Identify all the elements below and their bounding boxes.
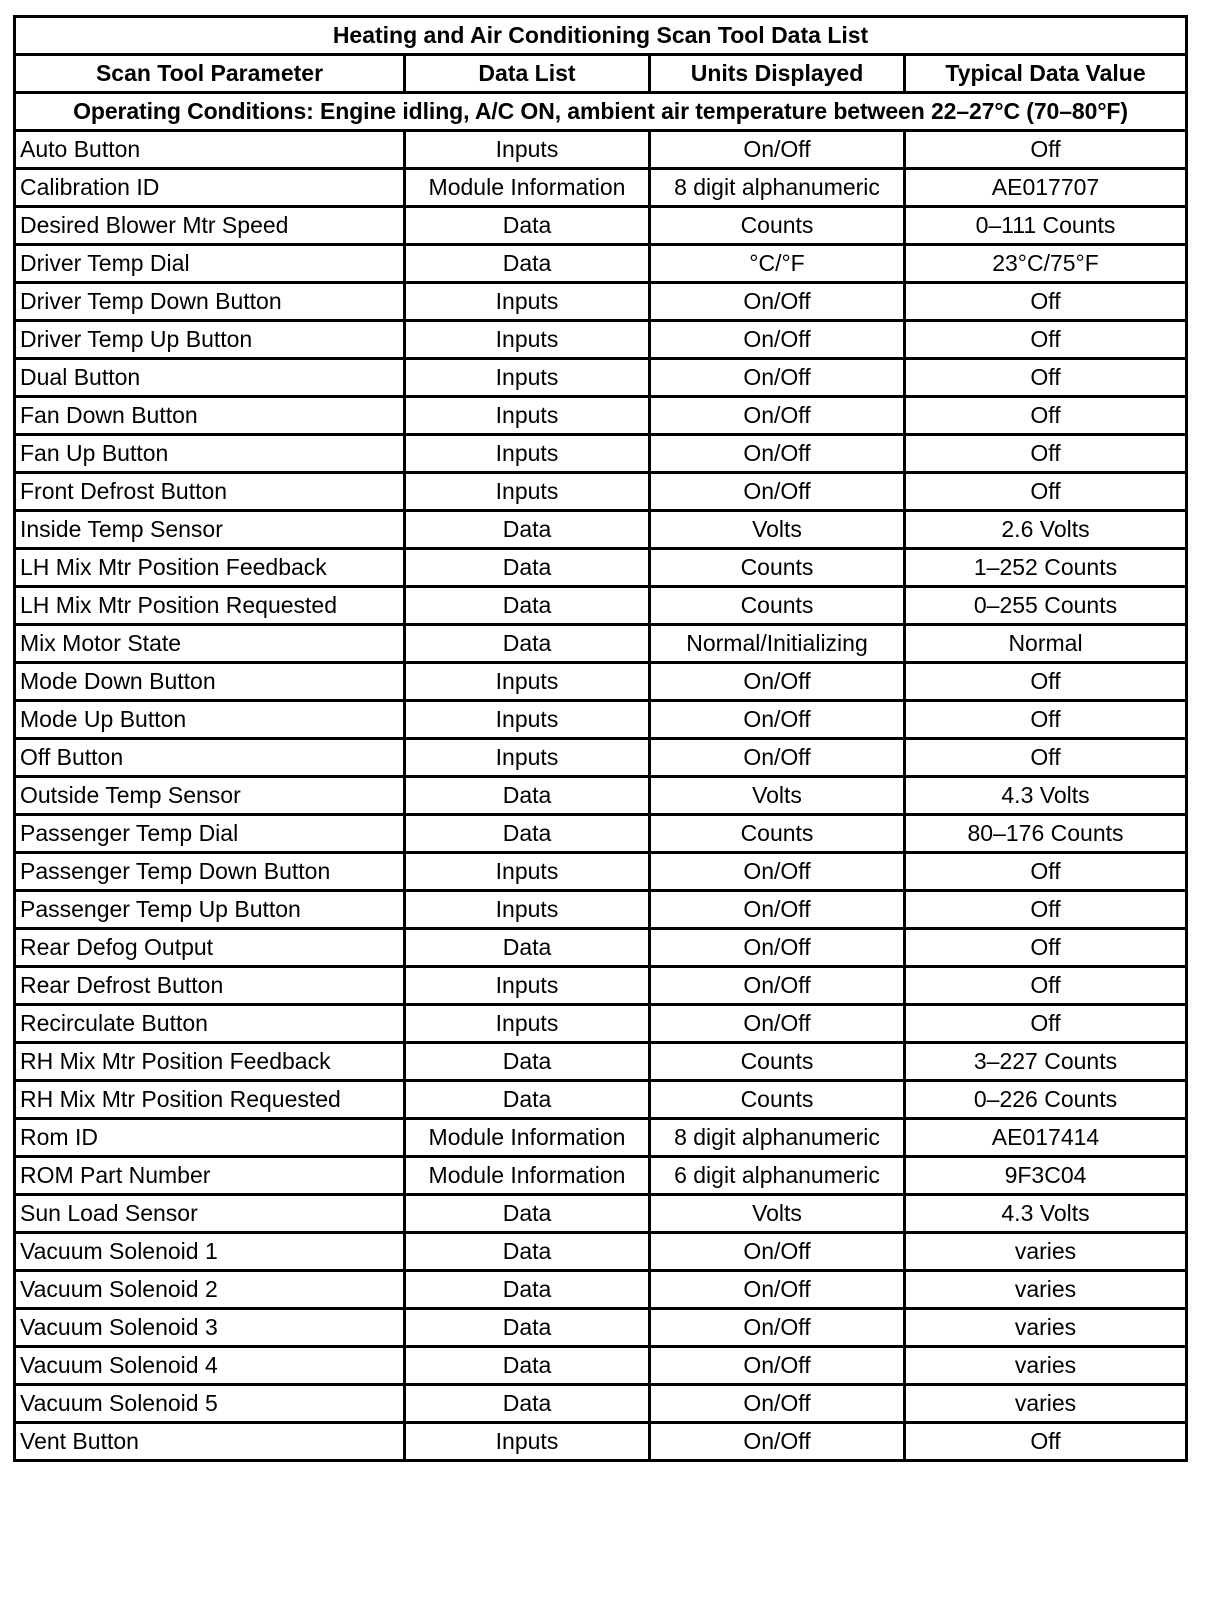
table-row <box>15 815 1187 853</box>
param-cell: Vacuum Solenoid 1 <box>15 1233 405 1271</box>
operating-conditions-row <box>15 93 1187 131</box>
table-row <box>15 321 1187 359</box>
typical-value-cell: Off <box>905 321 1187 359</box>
data-list-cell: Data <box>405 1347 650 1385</box>
units-cell: Volts <box>650 777 905 815</box>
table-row <box>15 891 1187 929</box>
table-title: Heating and Air Conditioning Scan Tool Data List <box>15 17 1187 55</box>
table-row <box>15 435 1187 473</box>
data-list-cell: Data <box>405 245 650 283</box>
units-cell: On/Off <box>650 701 905 739</box>
table-row <box>15 397 1187 435</box>
units-cell: 8 digit alphanumeric <box>650 169 905 207</box>
table-row <box>15 1043 1187 1081</box>
scan-tool-data-table <box>13 15 1188 1462</box>
typical-value-cell: 4.3 Volts <box>905 1195 1187 1233</box>
typical-value-cell: varies <box>905 1309 1187 1347</box>
typical-value-cell: Off <box>905 701 1187 739</box>
table-row <box>15 1233 1187 1271</box>
typical-value-cell: Off <box>905 397 1187 435</box>
units-cell: Counts <box>650 587 905 625</box>
units-cell: Volts <box>650 511 905 549</box>
typical-value-cell: 2.6 Volts <box>905 511 1187 549</box>
units-cell: 6 digit alphanumeric <box>650 1157 905 1195</box>
typical-value-cell: Off <box>905 967 1187 1005</box>
param-cell: Rom ID <box>15 1119 405 1157</box>
param-cell: Front Defrost Button <box>15 473 405 511</box>
typical-value-cell: 4.3 Volts <box>905 777 1187 815</box>
header-scan-tool-parameter: Scan Tool Parameter <box>15 55 405 93</box>
units-cell: On/Off <box>650 435 905 473</box>
typical-value-cell: Off <box>905 853 1187 891</box>
typical-value-cell: varies <box>905 1271 1187 1309</box>
param-cell: RH Mix Mtr Position Feedback <box>15 1043 405 1081</box>
units-cell: On/Off <box>650 891 905 929</box>
table-row <box>15 777 1187 815</box>
header-typical-data-value: Typical Data Value <box>905 55 1187 93</box>
param-cell: Passenger Temp Dial <box>15 815 405 853</box>
param-cell: Vacuum Solenoid 2 <box>15 1271 405 1309</box>
param-cell: Rear Defrost Button <box>15 967 405 1005</box>
units-cell: °C/°F <box>650 245 905 283</box>
data-list-cell: Data <box>405 815 650 853</box>
param-cell: Dual Button <box>15 359 405 397</box>
data-list-cell: Data <box>405 1195 650 1233</box>
param-cell: ROM Part Number <box>15 1157 405 1195</box>
param-cell: Outside Temp Sensor <box>15 777 405 815</box>
table-row <box>15 587 1187 625</box>
data-list-cell: Data <box>405 1233 650 1271</box>
units-cell: On/Off <box>650 967 905 1005</box>
header-units-displayed: Units Displayed <box>650 55 905 93</box>
data-list-cell: Inputs <box>405 739 650 777</box>
units-cell: On/Off <box>650 739 905 777</box>
param-cell: Vacuum Solenoid 3 <box>15 1309 405 1347</box>
table-row <box>15 1119 1187 1157</box>
data-list-cell: Module Information <box>405 169 650 207</box>
param-cell: LH Mix Mtr Position Requested <box>15 587 405 625</box>
typical-value-cell: Off <box>905 473 1187 511</box>
data-list-cell: Data <box>405 1385 650 1423</box>
data-list-cell: Data <box>405 511 650 549</box>
units-cell: On/Off <box>650 1347 905 1385</box>
typical-value-cell: Off <box>905 435 1187 473</box>
data-list-cell: Inputs <box>405 397 650 435</box>
typical-value-cell: Off <box>905 283 1187 321</box>
table-row <box>15 245 1187 283</box>
data-list-cell: Inputs <box>405 435 650 473</box>
typical-value-cell: Off <box>905 739 1187 777</box>
param-cell: Recirculate Button <box>15 1005 405 1043</box>
units-cell: On/Off <box>650 663 905 701</box>
typical-value-cell: AE017707 <box>905 169 1187 207</box>
table-row <box>15 701 1187 739</box>
table-row <box>15 739 1187 777</box>
param-cell: Vent Button <box>15 1423 405 1461</box>
header-data-list: Data List <box>405 55 650 93</box>
typical-value-cell: Off <box>905 929 1187 967</box>
units-cell: Counts <box>650 1081 905 1119</box>
param-cell: Sun Load Sensor <box>15 1195 405 1233</box>
data-list-cell: Inputs <box>405 891 650 929</box>
table-row <box>15 1271 1187 1309</box>
table-row <box>15 1347 1187 1385</box>
table-row <box>15 1309 1187 1347</box>
units-cell: Counts <box>650 207 905 245</box>
table-row <box>15 131 1187 169</box>
data-list-cell: Data <box>405 1081 650 1119</box>
table-row <box>15 511 1187 549</box>
param-cell: Driver Temp Dial <box>15 245 405 283</box>
units-cell: On/Off <box>650 131 905 169</box>
header-row <box>15 55 1187 93</box>
table-row <box>15 1081 1187 1119</box>
title-row <box>15 17 1187 55</box>
table-row <box>15 207 1187 245</box>
data-list-cell: Inputs <box>405 359 650 397</box>
data-list-cell: Inputs <box>405 473 650 511</box>
data-list-cell: Module Information <box>405 1119 650 1157</box>
data-list-cell: Data <box>405 587 650 625</box>
data-list-cell: Inputs <box>405 663 650 701</box>
typical-value-cell: 23°C/75°F <box>905 245 1187 283</box>
data-list-cell: Inputs <box>405 131 650 169</box>
units-cell: On/Off <box>650 1233 905 1271</box>
table-row <box>15 283 1187 321</box>
param-cell: Fan Up Button <box>15 435 405 473</box>
table-row <box>15 1157 1187 1195</box>
table-row <box>15 549 1187 587</box>
units-cell: On/Off <box>650 1385 905 1423</box>
param-cell: RH Mix Mtr Position Requested <box>15 1081 405 1119</box>
data-list-cell: Data <box>405 929 650 967</box>
data-list-cell: Data <box>405 549 650 587</box>
typical-value-cell: Off <box>905 359 1187 397</box>
param-cell: Inside Temp Sensor <box>15 511 405 549</box>
units-cell: On/Off <box>650 1271 905 1309</box>
table-row <box>15 1005 1187 1043</box>
units-cell: Normal/Initializing <box>650 625 905 663</box>
table-row <box>15 1423 1187 1461</box>
typical-value-cell: Off <box>905 891 1187 929</box>
units-cell: Volts <box>650 1195 905 1233</box>
table-row <box>15 1385 1187 1423</box>
param-cell: Auto Button <box>15 131 405 169</box>
data-list-cell: Data <box>405 625 650 663</box>
table-row <box>15 625 1187 663</box>
param-cell: Mode Up Button <box>15 701 405 739</box>
data-list-cell: Inputs <box>405 321 650 359</box>
units-cell: On/Off <box>650 929 905 967</box>
operating-conditions: Operating Conditions: Engine idling, A/C ON, ambient air temperature between 22–27°C (70–80°F) <box>15 93 1187 131</box>
typical-value-cell: 0–111 Counts <box>905 207 1187 245</box>
scan-tool-data-sheet <box>13 15 1188 1462</box>
param-cell: LH Mix Mtr Position Feedback <box>15 549 405 587</box>
data-list-cell: Inputs <box>405 1423 650 1461</box>
units-cell: On/Off <box>650 1423 905 1461</box>
typical-value-cell: AE017414 <box>905 1119 1187 1157</box>
units-cell: On/Off <box>650 397 905 435</box>
typical-value-cell: varies <box>905 1385 1187 1423</box>
data-list-cell: Inputs <box>405 853 650 891</box>
units-cell: On/Off <box>650 473 905 511</box>
units-cell: On/Off <box>650 359 905 397</box>
param-cell: Fan Down Button <box>15 397 405 435</box>
typical-value-cell: 9F3C04 <box>905 1157 1187 1195</box>
data-list-cell: Data <box>405 1043 650 1081</box>
table-body <box>15 131 1187 1461</box>
param-cell: Calibration ID <box>15 169 405 207</box>
data-list-cell: Data <box>405 207 650 245</box>
typical-value-cell: 1–252 Counts <box>905 549 1187 587</box>
units-cell: On/Off <box>650 283 905 321</box>
param-cell: Vacuum Solenoid 4 <box>15 1347 405 1385</box>
typical-value-cell: 80–176 Counts <box>905 815 1187 853</box>
table-row <box>15 853 1187 891</box>
param-cell: Mix Motor State <box>15 625 405 663</box>
typical-value-cell: 0–226 Counts <box>905 1081 1187 1119</box>
units-cell: 8 digit alphanumeric <box>650 1119 905 1157</box>
typical-value-cell: Off <box>905 1423 1187 1461</box>
data-list-cell: Inputs <box>405 283 650 321</box>
units-cell: On/Off <box>650 1005 905 1043</box>
units-cell: On/Off <box>650 1309 905 1347</box>
param-cell: Passenger Temp Down Button <box>15 853 405 891</box>
data-list-cell: Data <box>405 1309 650 1347</box>
param-cell: Driver Temp Down Button <box>15 283 405 321</box>
typical-value-cell: Off <box>905 131 1187 169</box>
table-row <box>15 473 1187 511</box>
typical-value-cell: varies <box>905 1233 1187 1271</box>
units-cell: Counts <box>650 549 905 587</box>
param-cell: Mode Down Button <box>15 663 405 701</box>
typical-value-cell: Normal <box>905 625 1187 663</box>
param-cell: Rear Defog Output <box>15 929 405 967</box>
param-cell: Vacuum Solenoid 5 <box>15 1385 405 1423</box>
typical-value-cell: Off <box>905 663 1187 701</box>
typical-value-cell: 3–227 Counts <box>905 1043 1187 1081</box>
units-cell: Counts <box>650 1043 905 1081</box>
typical-value-cell: Off <box>905 1005 1187 1043</box>
typical-value-cell: 0–255 Counts <box>905 587 1187 625</box>
typical-value-cell: varies <box>905 1347 1187 1385</box>
param-cell: Passenger Temp Up Button <box>15 891 405 929</box>
param-cell: Off Button <box>15 739 405 777</box>
table-row <box>15 967 1187 1005</box>
units-cell: On/Off <box>650 853 905 891</box>
table-row <box>15 359 1187 397</box>
table-row <box>15 929 1187 967</box>
data-list-cell: Inputs <box>405 1005 650 1043</box>
param-cell: Desired Blower Mtr Speed <box>15 207 405 245</box>
data-list-cell: Data <box>405 1271 650 1309</box>
units-cell: On/Off <box>650 321 905 359</box>
data-list-cell: Inputs <box>405 701 650 739</box>
table-row <box>15 169 1187 207</box>
param-cell: Driver Temp Up Button <box>15 321 405 359</box>
data-list-cell: Data <box>405 777 650 815</box>
data-list-cell: Inputs <box>405 967 650 1005</box>
units-cell: Counts <box>650 815 905 853</box>
table-row <box>15 663 1187 701</box>
data-list-cell: Module Information <box>405 1157 650 1195</box>
table-row <box>15 1195 1187 1233</box>
